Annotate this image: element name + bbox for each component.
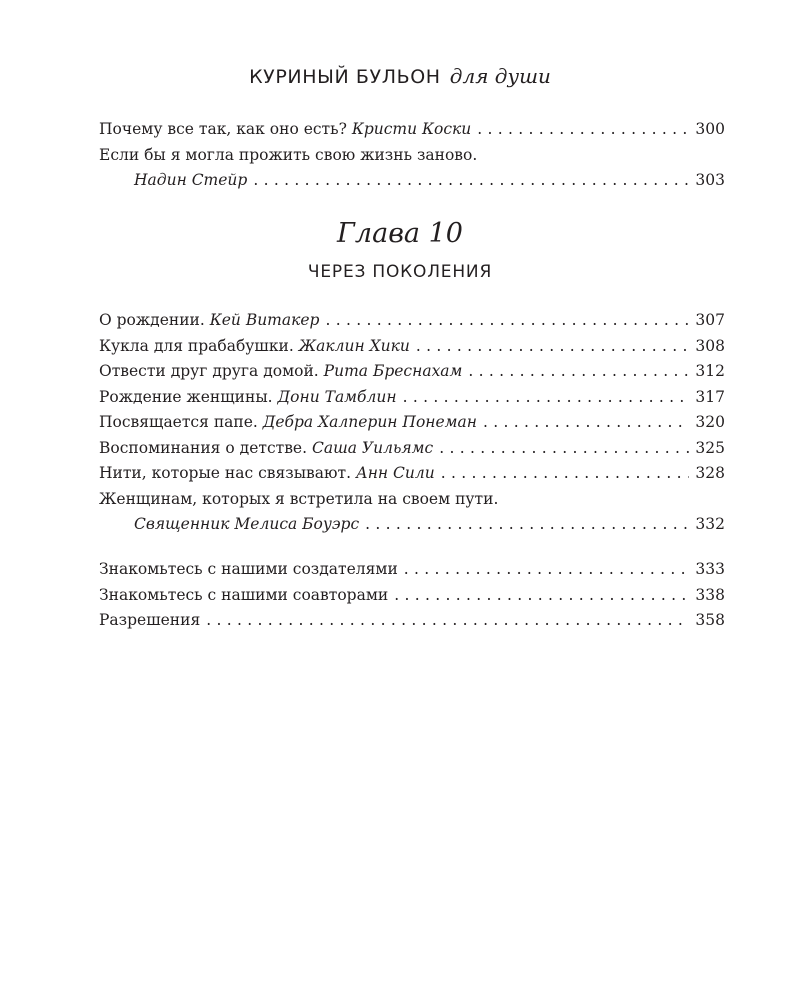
entry-author: Саша Уильямс: [311, 438, 434, 457]
entry-title: Посвящается папе.: [99, 413, 258, 431]
entry-author: Жаклин Хики: [298, 336, 410, 355]
dot-leader: [468, 359, 689, 385]
entry-title: Разрешения: [99, 611, 201, 629]
entry-page-number: 307: [695, 311, 725, 329]
entry-page-number: 332: [695, 515, 725, 533]
entry-title: Нити, которые нас связывают.: [99, 464, 352, 482]
dot-leader: [441, 461, 690, 487]
entry-title: Отвести друг друга домой.: [99, 362, 319, 380]
toc-entry[interactable]: [99, 385, 725, 411]
entry-title: Знакомьтесь с нашими соавторами: [99, 585, 389, 604]
dot-leader: [404, 557, 690, 583]
dot-leader: [403, 385, 690, 411]
running-header: [0, 64, 800, 88]
entry-page-number: 308: [695, 336, 725, 355]
entry-page-number: 317: [695, 387, 725, 406]
toc-entry[interactable]: [99, 308, 725, 334]
chapter-number: Глава 10: [337, 218, 463, 249]
dot-leader: [477, 117, 689, 143]
chapter-title: ЧЕРЕЗ ПОКОЛЕНИЯ: [307, 262, 493, 282]
entry-page-number: 303: [695, 171, 725, 189]
toc-back-matter: [99, 557, 725, 634]
entry-page-number: 333: [695, 560, 725, 578]
entry-page-number: 325: [695, 438, 725, 457]
entry-author: Кей Витакер: [209, 311, 320, 329]
entry-title: О рождении.: [99, 311, 205, 329]
dot-leader: [483, 410, 689, 436]
toc-entry[interactable]: [99, 512, 725, 538]
entry-page-number: 338: [695, 585, 725, 604]
dot-leader: [253, 168, 689, 194]
entry-title: Знакомьтесь с нашими создателями: [99, 560, 398, 578]
toc-entry[interactable]: [99, 117, 725, 143]
toc-entry[interactable]: [99, 334, 725, 360]
entry-author: Священник Мелиса Боуэрс: [134, 515, 360, 533]
entry-page-number: 320: [695, 413, 725, 431]
dot-leader: [325, 308, 689, 334]
toc-entry[interactable]: [99, 608, 725, 634]
toc-top-section: [99, 117, 725, 194]
entry-author: Анн Сили: [355, 464, 435, 482]
entry-title: Воспоминания о детстве.: [99, 438, 308, 457]
entry-author: Рита Бреснахам: [323, 362, 463, 380]
entry-title: Рождение женщины.: [99, 387, 273, 406]
entry-title: Если бы я могла прожить свою жизнь заново.: [99, 145, 478, 164]
dot-leader: [439, 436, 689, 462]
entry-page-number: 300: [695, 120, 725, 138]
toc-chapter-section: [99, 308, 725, 538]
entry-page-number: 328: [695, 464, 725, 482]
toc-entry[interactable]: [99, 461, 725, 487]
entry-author: Дони Тамблин: [277, 387, 397, 406]
toc-entry[interactable]: [99, 583, 725, 609]
entry-page-number: 358: [695, 611, 725, 629]
dot-leader: [394, 583, 689, 609]
entry-author: Дебра Халперин Понеман: [262, 413, 477, 431]
dot-leader: [416, 334, 690, 360]
entry-title: Почему все так, как оно есть?: [99, 120, 347, 138]
entry-author: Надин Стейр: [134, 171, 248, 189]
toc-entry[interactable]: [99, 557, 725, 583]
toc-entry[interactable]: [99, 359, 725, 385]
toc-entry[interactable]: [99, 436, 725, 462]
dot-leader: [365, 512, 689, 538]
entry-title: Женщинам, которых я встретила на своем пути.: [99, 489, 499, 508]
toc-entry[interactable]: [99, 410, 725, 436]
toc-entry[interactable]: [99, 168, 725, 194]
entry-title: Кукла для прабабушки.: [99, 336, 294, 355]
entry-author: Кристи Коски: [351, 120, 472, 138]
dot-leader: [206, 608, 689, 634]
entry-page-number: 312: [695, 362, 725, 380]
header-book-title: КУРИНЫЙ БУЛЬОН: [249, 66, 441, 88]
header-script-subtitle: для души: [449, 64, 551, 88]
